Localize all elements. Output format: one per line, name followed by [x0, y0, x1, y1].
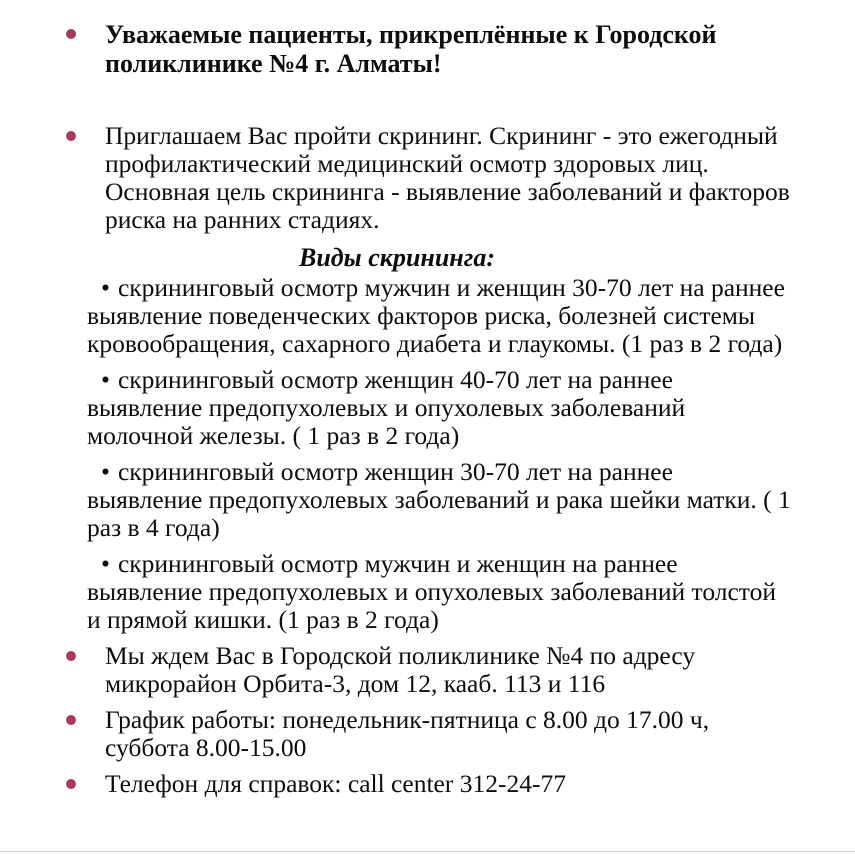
bullet-icon	[66, 779, 76, 789]
screening-type-text: скрининговый осмотр женщин 40-70 лет на раннее выявление предопухолевых и опухолевых заболеваний молочной железы. ( 1 раз в 2 года)	[87, 365, 686, 450]
bullet-icon	[66, 131, 76, 141]
screening-type-text: скрининговый осмотр мужчин и женщин на раннее выявление предопухолевых и опухолевых заболеваний толстой и прямой кишки. (1 раз в 2 года)	[87, 549, 776, 634]
bullet-item-intro	[65, 122, 795, 234]
sub-bullet-icon: •	[101, 273, 110, 302]
bullet-icon	[66, 651, 76, 661]
bullet-item-address	[65, 642, 795, 698]
screening-type-text: скрининговый осмотр женщин 30-70 лет на раннее выявление предопухолевых заболеваний и рака шейки матки. ( 1 раз в 4 года)	[87, 457, 791, 542]
section-heading: Виды скрининга:	[298, 243, 495, 272]
bullet-item-title	[65, 20, 795, 78]
schedule-text: График работы: понедельник-пятница с 8.00 до 17.00 ч, суббота 8.00-15.00	[105, 705, 710, 762]
sub-bullet-icon: •	[101, 549, 110, 578]
address-text: Мы ждем Вас в Городской поликлинике №4 по адресу микрорайон Орбита-3, дом 12, кааб. 113 и 116	[105, 641, 696, 698]
slide-title: Уважаемые пациенты, прикреплённые к Городской поликлинике №4 г. Алматы!	[105, 20, 717, 78]
screening-type-item	[87, 458, 792, 542]
intro-text: Приглашаем Вас пройти скрининг. Скрининг - это ежегодный профилактический медицинский осмотр здоровых лиц. Основная цель скрининга - выявление заболеваний и факторов риска на ранних стадиях.	[105, 121, 790, 234]
bullet-item-schedule	[65, 706, 795, 762]
screening-type-text: скрининговый осмотр мужчин и женщин 30-70 лет на раннее выявление поведенческих факторов риска, болезней системы кровообращения, сахарного диабета и глаукомы. (1 раз в 2 года)	[87, 273, 785, 358]
phone-text: Телефон для справок: call center 312-24-77	[105, 769, 566, 798]
bottom-divider	[0, 851, 855, 852]
screening-type-item	[87, 366, 792, 450]
sub-bullet-icon: •	[101, 457, 110, 486]
sub-bullet-icon: •	[101, 365, 110, 394]
bullet-item-phone	[65, 770, 795, 798]
bullet-icon	[66, 29, 76, 39]
screening-type-item	[87, 550, 792, 634]
bullet-icon	[66, 715, 76, 725]
screening-type-item	[87, 274, 792, 358]
